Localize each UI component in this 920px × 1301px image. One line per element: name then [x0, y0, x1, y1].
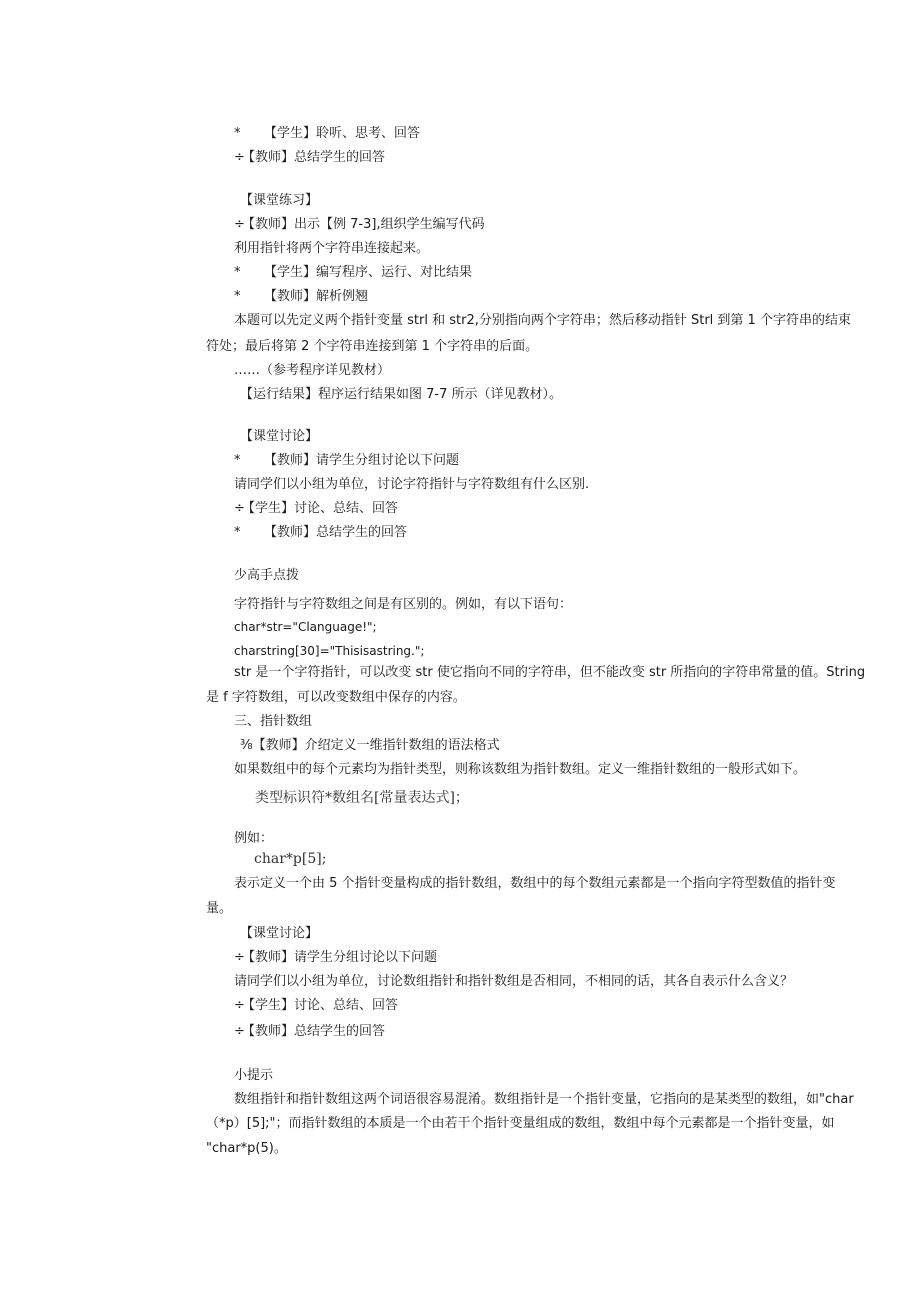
line-teacher-example: ÷【教师】出示【例 7-3],组织学生编写代码 — [234, 217, 485, 232]
paragraph-str-line2: 是 f 字符数组，可以改变数组中保存的内容。 — [206, 690, 466, 705]
line-student-listen: * 【学生】聆听、思考、回答 — [234, 126, 421, 141]
line-run-result: 【运行结果】程序运行结果如图 7-7 所示（详见教材）。 — [240, 387, 562, 402]
paragraph-pointer-array-def: 如果数组中的每个元素均为指针类型，则称该数组为指针数组。定义一维指针数组的一般形式如下。 — [234, 762, 807, 777]
line-teacher-discuss-2: ÷【教师】请学生分组讨论以下问题 — [234, 950, 438, 965]
line-exercise-desc: 利用指针将两个字符串连接起来。 — [234, 241, 430, 256]
line-reference-program: ……（参考程序详见教材） — [234, 363, 391, 378]
paragraph-char-p-line2: 量。 — [206, 901, 233, 916]
line-discussion-question-2: 请同学们以小组为单位，讨论数组指针和指针数组是否相同，不相同的话，其各自表示什么含义？ — [234, 974, 794, 989]
code-char-p: char*p[5]; — [254, 851, 327, 867]
heading-small-tip: 小提示 — [234, 1068, 274, 1083]
code-char-str: char*str="Clanguage!"; — [234, 620, 377, 634]
line-discussion-question: 请同学们以小组为单位，讨论字符指针与字符数组有什么区别. — [234, 477, 590, 492]
line-student-discuss-2: ÷【学生】讨论、总结、回答 — [234, 998, 399, 1013]
line-teacher-summary-2: * 【教师】总结学生的回答 — [234, 525, 408, 540]
paragraph-tip-line2: （*p）[5];"；而指针数组的本质是一个由若干个指针变量组成的数组，数组中每个元素都是一个指针变量，如 — [206, 1116, 835, 1131]
paragraph-str-line1: str 是一个字符指针，可以改变 str 使它指向不同的字符串，但不能改变 str 所指向的字符串常量的值。String — [234, 665, 866, 680]
line-teacher-discuss: * 【教师】请学生分组讨论以下问题 — [234, 453, 460, 468]
code-char-string: charstring[30]="Thisisastring."; — [234, 644, 425, 658]
line-pointer-vs-array: 字符指针与字符数组之间是有区别的。例如，有以下语句： — [234, 597, 573, 612]
heading-classroom-discussion: 【课堂讨论】 — [240, 429, 319, 444]
heading-classroom-exercise: 【课堂练习】 — [240, 193, 319, 208]
heading-expert-tips: 少高手点拨 — [234, 568, 300, 583]
line-student-program: * 【学生】编写程序、运行、对比结果 — [234, 265, 473, 280]
paragraph-char-p-line1: 表示定义一个由 5 个指针变量构成的指针数组，数组中的每个数组元素都是一个指向字符型数值的指针变 — [234, 876, 836, 891]
line-teacher-analyze: * 【教师】解析例翘 — [234, 289, 369, 304]
section-title-pointer-array: 三、指针数组 — [234, 714, 313, 729]
paragraph-tip-line3: "char*p(5)。 — [206, 1141, 287, 1156]
paragraph-tip-line1: 数组指针和指针数组这两个词语很容易混淆。数组指针是一个指针变量，它指向的是某类型的数组，如"char — [234, 1092, 854, 1107]
line-for-example: 例如： — [234, 831, 274, 846]
heading-classroom-discussion-2: 【课堂讨论】 — [240, 926, 319, 941]
syntax-format: 类型标识符*数组名[常量表达式]； — [255, 790, 469, 806]
line-teacher-summary: ÷【教师】总结学生的回答 — [234, 150, 386, 165]
paragraph-solution-line2: 符处；最后将第 2 个字符串连接到第 1 个字符串的后面。 — [206, 339, 539, 354]
line-teacher-syntax: ⅜【教师】介绍定义一维指针数组的语法格式 — [240, 738, 500, 753]
paragraph-solution-line1: 本题可以先定义两个指针变量 strl 和 str2,分别指向两个字符串；然后移动指针 Strl 到第 1 个字符串的结束 — [234, 313, 851, 328]
line-teacher-summary-3: ÷【教师】总结学生的回答 — [234, 1024, 386, 1039]
line-student-discuss: ÷【学生】讨论、总结、回答 — [234, 501, 399, 516]
